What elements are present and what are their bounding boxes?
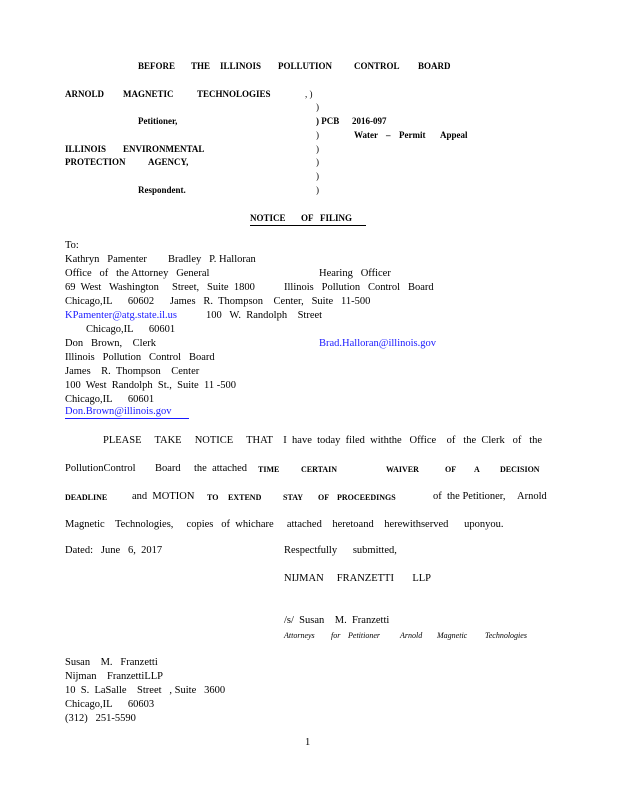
paragraph-line-4: Magnetic Technologies, copies of whichare attached heretoand herewithserved uponyou. (65, 519, 504, 530)
recipient-line: 69 West Washington Street, Suite 1800 (65, 282, 255, 293)
electronic-signature: /s/ Susan M. Franzetti (284, 615, 390, 626)
paragraph-word: of the Petitioner, (433, 491, 506, 502)
paragraph-word: Arnold (517, 491, 547, 502)
recipient-line: Office of the Attorney General (65, 268, 210, 279)
paragraph-word: PollutionControl (65, 463, 136, 474)
firm-name: NIJMAN FRANZETTI LLP (284, 573, 431, 584)
caption-paren: ) (316, 171, 319, 181)
recipient-line: Kathryn Pamenter (65, 254, 147, 265)
recipient-line: James R. Thompson Center (65, 366, 200, 377)
petitioner-name-3: TECHNOLOGIES (197, 89, 271, 99)
caption-paren: ) (316, 130, 319, 140)
dated-line: Dated: June 6, 2017 (65, 545, 163, 556)
paragraph-word: the attached (194, 463, 248, 474)
respondent-1a: ILLINOIS (65, 144, 107, 154)
paragraph-caps-word: DEADLINE (65, 493, 108, 502)
recipient-line: Bradley P. Halloran (168, 254, 256, 265)
paragraph-caps-word: DECISION (500, 465, 540, 474)
email-link-brown[interactable]: Don.Brown@illinois.gov (65, 406, 172, 417)
of-word: OF (301, 213, 314, 223)
paragraph-caps-word: OF (445, 465, 457, 474)
recipient-line: Illinois Pollution Control Board (284, 282, 434, 293)
petitioner-label: Petitioner (348, 631, 380, 640)
paragraph-word: Board (155, 463, 181, 474)
caption-permit: Permit (399, 130, 426, 140)
for-label: for (331, 631, 341, 640)
filing-word: FILING (320, 213, 353, 223)
caption-paren: ) (316, 102, 319, 112)
caption-control: CONTROL (354, 61, 400, 71)
paragraph-caps-word: TO (207, 493, 219, 502)
recipient-line: Chicago,IL 60602 James R. Thompson Center, Suite 11-500 (65, 296, 371, 307)
caption-comma-paren: , ) (305, 89, 313, 99)
paragraph-caps-word: EXTEND (228, 493, 262, 502)
recipient-line: Illinois Pollution Control Board (65, 352, 215, 363)
recipient-line: Don Brown, Clerk (65, 338, 156, 349)
email-underline (65, 418, 189, 419)
to-label: To: (65, 240, 79, 251)
caption-pollution: POLLUTION (278, 61, 333, 71)
caption-appeal: Appeal (440, 130, 468, 140)
respondent-1b: ENVIRONMENTAL (123, 144, 205, 154)
caption-board: BOARD (418, 61, 451, 71)
paragraph-caps-word: TIME (258, 465, 280, 474)
paragraph-word: and MOTION (132, 491, 195, 502)
arnold-label: Arnold (400, 631, 423, 640)
technologies-label: Technologies (485, 631, 527, 640)
caption-the: THE (191, 61, 211, 71)
paragraph-caps-word: PROCEEDINGS (337, 493, 396, 502)
respondent-2a: PROTECTION (65, 157, 126, 167)
petitioner-name-2: MAGNETIC (123, 89, 174, 99)
paragraph-caps-word: OF (318, 493, 330, 502)
magnetic-label: Magnetic (437, 631, 468, 640)
caption-paren: ) (316, 144, 319, 154)
attorney-firm: Nijman FranzettiLLP (65, 671, 163, 682)
paragraph-caps-word: WAIVER (386, 465, 419, 474)
attorneys-label: Attorneys (284, 631, 315, 640)
caption-illinois: ILLINOIS (220, 61, 262, 71)
caption-dash: – (386, 130, 391, 140)
petitioner-role: Petitioner, (138, 116, 178, 126)
caption-paren: ) (316, 185, 319, 195)
email-link-pamenter[interactable]: KPamenter@atg.state.il.us (65, 310, 178, 321)
paragraph-caps-word: A (474, 465, 480, 474)
recipient-line: Chicago,IL 60601 (65, 394, 155, 405)
notice-word: NOTICE (250, 213, 286, 223)
attorney-name: Susan M. Franzetti (65, 657, 158, 668)
paragraph-caps-word: CERTAIN (301, 465, 338, 474)
respondent-role: Respondent. (138, 185, 186, 195)
petitioner-name-1: ARNOLD (65, 89, 105, 99)
attorney-street: 10 S. LaSalle Street , Suite 3600 (65, 685, 226, 696)
recipient-line: Hearing Officer (319, 268, 391, 279)
paragraph-caps-word: STAY (283, 493, 304, 502)
caption-pcb: ) PCB (316, 116, 340, 126)
email-link-halloran[interactable]: Brad.Halloran@illinois.gov (319, 338, 436, 349)
caption-paren: ) (316, 157, 319, 167)
case-number: 2016-097 (352, 116, 387, 126)
caption-water: Water (354, 130, 378, 140)
title-underline (250, 225, 366, 226)
attorney-phone: (312) 251-5590 (65, 713, 136, 724)
paragraph-line-1: PLEASE TAKE NOTICE THAT I have today filed withthe Office of the Clerk of the (103, 435, 543, 446)
respondent-2b: AGENCY, (148, 157, 189, 167)
caption-before: BEFORE (138, 61, 176, 71)
respectfully-submitted: Respectfully submitted, (284, 545, 397, 556)
recipient-line: 100 West Randolph St., Suite 11 -500 (65, 380, 236, 391)
attorney-city: Chicago,IL 60603 (65, 699, 155, 710)
recipient-line: Chicago,IL 60601 (86, 324, 176, 335)
page-number: 1 (305, 737, 311, 748)
recipient-line: 100 W. Randolph Street (206, 310, 323, 321)
